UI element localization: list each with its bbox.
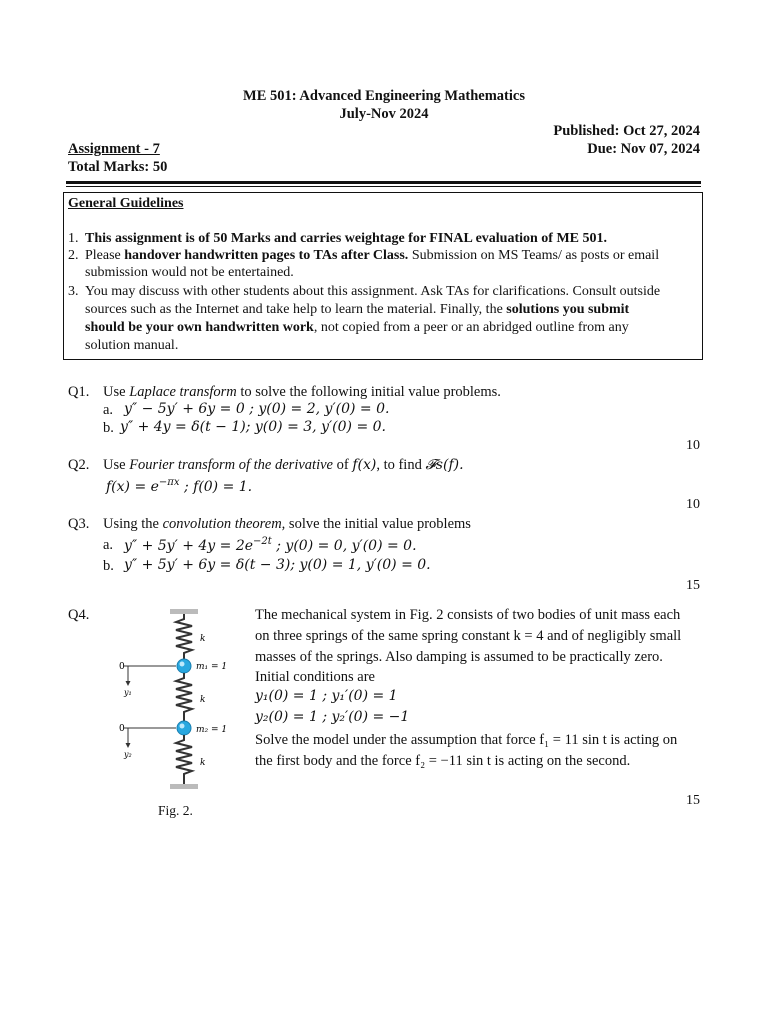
q1a-label: a. [103,402,114,418]
q3b-label: b. [103,558,114,574]
q4-label: Q4. [68,607,90,623]
spring-2 [176,673,192,721]
total-marks: Total Marks: 50 [68,159,168,175]
y2-zero-label: 0 [119,724,125,734]
y2-arrow [126,743,131,748]
y2-label: y₂ [124,750,132,759]
published-date: Published: Oct 27, 2024 [553,123,700,139]
due-date: Due: Nov 07, 2024 [587,141,700,157]
guideline-number-2: 2. [68,248,79,263]
y1-label: y₁ [124,688,132,697]
q3b-equation: y″ + 5y′ + 6y = δ(t − 3); y(0) = 1, y′(0) = 0. [124,557,431,573]
q1b-label: b. [103,420,114,436]
guideline-2-line2: submission would not be entertained. [85,265,294,280]
guideline-3-line2: sources such as the Internet and take help to learn the material. Finally, the solutions you submit [85,302,630,317]
mass-2 [177,721,191,735]
term: July-Nov 2024 [339,106,429,122]
header-rule-thick [66,181,701,184]
spring-1-k-label: k [200,634,206,644]
mass-1-highlight [180,662,185,667]
guideline-2-text: Please handover handwritten pages to TAs after Class. Submission on MS Teams/ as posts or email [85,248,660,263]
q1b-equation: y″ + 4y = δ(t − 1); y(0) = 3, y′(0) = 0. [120,419,386,435]
q1-marks: 10 [686,438,700,453]
spring-1 [176,614,192,660]
q4-line-3: masses of the springs. Also damping is assumed to be practically zero. [255,649,663,665]
q2-prompt: Use Fourier transform of the derivative of f(x), to find 𝓕s(f). [103,457,464,473]
top-support [170,609,198,614]
guideline-number-3: 3. [68,284,79,299]
guideline-3-line3: should be your own handwritten work, not copied from a peer or an abridged outline from any [85,320,629,335]
mass-2-highlight [180,724,185,729]
q4-line-2: on three springs of the same spring constant k = 4 and of negligibly small [255,628,682,644]
q3a-label: a. [103,537,114,553]
bottom-support [170,784,198,789]
q3a-equation: $y'' + 5y' + 4y = 2e^{-2t}$ ; y(0) = 0, y′(0) = 0. [124,536,417,554]
q1-prompt: Use Laplace transform to solve the following initial value problems. [103,384,501,400]
q4-line-4: Initial conditions are [255,669,375,685]
guideline-number-1: 1. [68,231,79,246]
y1-zero-label: 0 [119,662,125,672]
spring-mass-figure [112,603,237,795]
q4-initial-condition-1: y₁(0) = 1 ; y₁′(0) = 1 [255,688,398,704]
q3-prompt: Using the convolution theorem, solve the initial value problems [103,516,471,532]
header-rule-thin [66,186,701,187]
spring-2-k-label: k [200,695,206,705]
guideline-3-line4: solution manual. [85,338,179,353]
q2-label: Q2. [68,457,90,473]
guideline-1-text: This assignment is of 50 Marks and carries weightage for FINAL evaluation of ME 501. [85,231,608,246]
q3-marks: 15 [686,578,700,593]
q2-marks: 10 [686,497,700,512]
guideline-3-line1: You may discuss with other students about this assignment. Ask TAs for clarifications. Consult outside [85,284,661,299]
mass-1-label: m₁ = 1 [196,662,228,672]
course-title: ME 501: Advanced Engineering Mathematics [243,88,525,104]
guidelines-title: General Guidelines [68,196,184,211]
y1-arrow [126,681,131,686]
fig-caption: Fig. 2. [158,803,193,818]
q4-line-8: the first body and the force f₂ = −11 sin t is acting on the second. [255,753,631,769]
mass-2-label: m₂ = 1 [196,725,228,735]
q4-initial-condition-2: y₂(0) = 1 ; y₂′(0) = −1 [255,709,410,725]
q3-label: Q3. [68,516,90,532]
q4-line-7: Solve the model under the assumption that force f₁ = 11 sin t is acting on [255,732,678,748]
q4-line-1: The mechanical system in Fig. 2 consists of two bodies of unit mass each [255,607,681,623]
q1-label: Q1. [68,384,90,400]
assignment-number: Assignment - 7 [68,141,160,157]
q1a-equation: y″ − 5y′ + 6y = 0 ; y(0) = 2, y′(0) = 0. [124,401,390,417]
spring-3 [176,735,192,784]
spring-3-k-label: k [200,758,206,768]
q2-equation: $f(x) = e^{-\pi x}$ ; f(0) = 1. [106,477,253,495]
mass-1 [177,659,191,673]
q4-marks: 15 [686,793,700,808]
